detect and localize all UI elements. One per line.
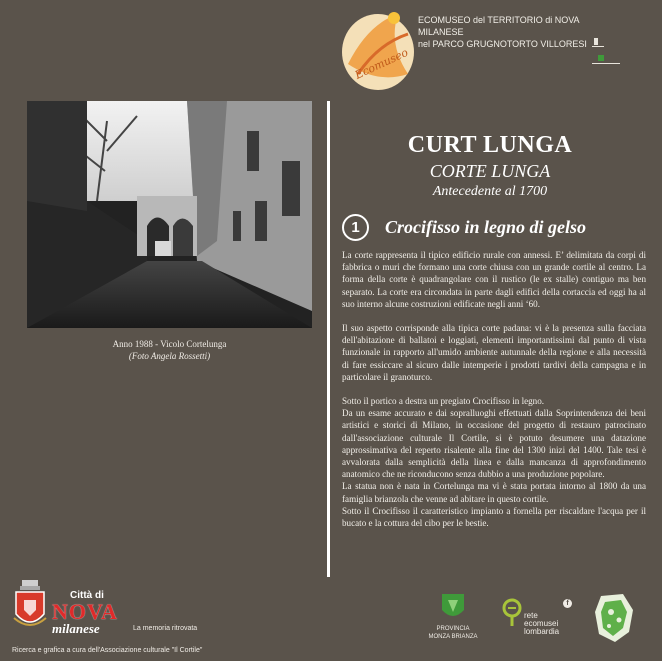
paragraph: La corte rappresenta il tipico edificio rurale con annessi. E’ delimitata da corpi di fabbrica o muri che formano una corte chiusa con un grande cortile al centro. La forma della corte è quadrangolare con il rustico (le ex stalle) contiguo ma ben separato. La corte era circondata in parte dagli edifici della cortaccia ed oggi ha al suo interno alcune costruzioni edificate negli anni ‘60. [342, 250, 646, 309]
ecomuseo-line1: ECOMUSEO del TERRITORIO di NOVA MILANESE [418, 15, 580, 37]
page-subtitle: CORTE LUNGA [429, 161, 551, 181]
rete-line3: lombardia [524, 627, 560, 636]
ecomuseo-logo [338, 4, 418, 92]
nova-label: NOVA [52, 599, 118, 624]
section-title: Crocifisso in legno di gelso [385, 217, 587, 237]
photo-caption [27, 338, 312, 362]
paragraph: Il suo aspetto corrisponde alla tipica corte padana: vi è la presenza sulla facciata dell'abitazione di ballatoi e loggiati, elementi importantissimi dal punto di vista funzionale in rapporto all'umido ambiente autunnale della regione e alla necessità di fare essiccare al sicuro dalle intemperie i prodotti tardivi della campagna e in particolare il granoturco. [342, 323, 646, 382]
provincia-line1: PROVINCIA [436, 626, 470, 632]
paragraph: Sotto il Crocifisso il caratteristico impianto a fornella per riscaldare l'acqua per il bucato e la cottura del cibo per le bestie. [342, 505, 646, 529]
ecomuseo-heading [418, 14, 618, 50]
rete-line1: rete [524, 611, 538, 620]
city-crest-icon [12, 580, 48, 636]
section-number-badge: 1 [342, 214, 369, 241]
paragraph: La statua non è nata in Cortelunga ma vi è stata portata intorno al 1800 da una famiglia brianzola che venne ad abitare in questo cortile. [342, 481, 646, 504]
provincia-line2: MONZA BRIANZA [428, 634, 478, 640]
map-icon [593, 592, 635, 644]
rete-ecomusei-icon [502, 598, 522, 626]
body-text [342, 249, 646, 529]
citta-label: Città di [70, 590, 104, 601]
credits-text: Ricerca e grafica a cura dell'Associazione culturale "Il Cortile" [12, 647, 203, 654]
milanese-label: milanese [52, 621, 100, 636]
paragraph: Da un esame accurato e dai sopralluoghi effettuati dalla Soprintendenza dei beni artistici e storici di Milano, in occasione del progetto di restauro patrocinato dall'associazione culturale Il Cortile, si è potuto desumere una datazione approssimativa del reperto risalente alla fine del 1300 inizi del 1400. Tale tesi è avvalorata dalla semplicità della linea e dalla mancanza di approfondimento anatomico che ne riconducono senza dubbio a una produzione popolare. [342, 408, 646, 480]
caption-text: Anno 1988 - Vicolo Cortelunga [112, 339, 227, 349]
provincia-label [420, 625, 486, 641]
city-logo [52, 590, 132, 635]
alley-photo [27, 101, 312, 328]
svg-text:Ecomuseo: Ecomuseo [352, 45, 411, 82]
page-title: CURT LUNGA [407, 132, 573, 158]
photo-credit: (Foto Angela Rossetti) [128, 351, 211, 361]
ecomuseo-line2: nel PARCO GRUGNOTORTO VILLORESI [418, 39, 587, 49]
vertical-divider [327, 101, 330, 577]
rete-line2: ecomusei [524, 619, 559, 628]
page-date: Antecedente al 1700 [432, 184, 548, 199]
small-logos-icon [590, 38, 626, 68]
facebook-icon[interactable]: f [563, 599, 572, 608]
rete-label [524, 612, 559, 636]
provincia-icon [440, 592, 466, 622]
paragraph: Sotto il portico a destra un pregiato Crocifisso in legno. [342, 396, 545, 407]
memoria-text: La memoria ritrovata [133, 625, 198, 632]
